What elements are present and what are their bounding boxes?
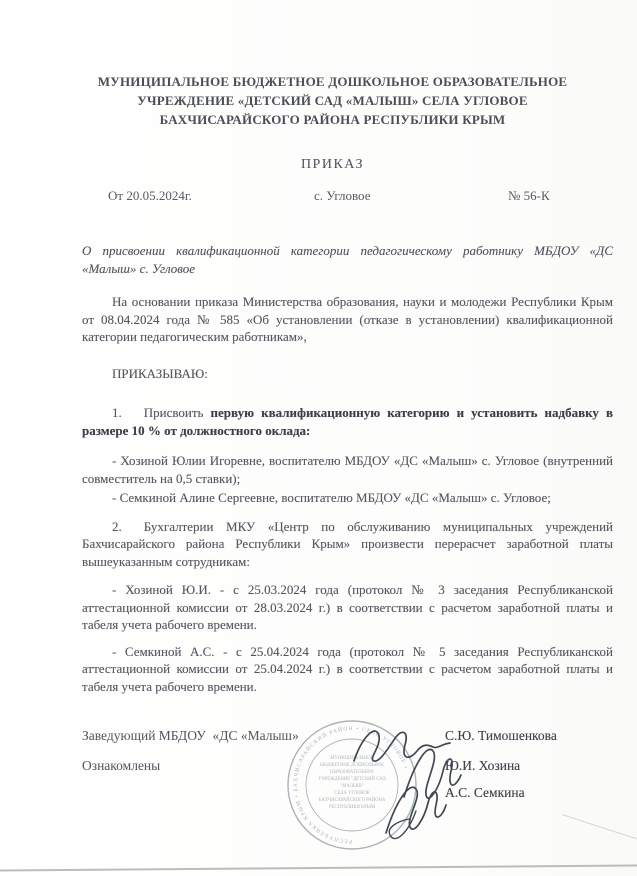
stamp-center-line: СЕЛА УГЛОВОЕ	[334, 791, 370, 796]
signature-name-semkina: А.С. Семкина	[445, 785, 525, 800]
org-name-line: БАХЧИСАРАЙСКОГО РАЙОНА РЕСПУБЛИКИ КРЫМ	[159, 112, 506, 127]
preamble-paragraph: На основании приказа Министерства образования, науки и молодежи Республики Крым от 08.04.2024 года № 585 «Об установлении (отказе в установлении) квалификационной категории педагогическим работникам»,	[82, 294, 613, 344]
stamp-center-line: БАХЧИСАРАЙСКОГО РАЙОНА	[318, 798, 386, 803]
paper-corner-mark	[562, 814, 637, 843]
order-item-1	[82, 404, 613, 439]
order-number: № 56-К	[508, 188, 550, 203]
signature-scribble-semkina-flourish	[389, 811, 416, 839]
item-2-bullet-semkina: - Семкиной А.С. - с 25.04.2024 года (протокол № 5 заседания Республиканской аттестационной комиссии от 25.04.2024 г.) в соответствии с расчетом заработной платы и табеля учета рабочего времени.	[82, 643, 613, 694]
stamp-center-line: РЕСПУБЛИКИ КРЫМ	[328, 805, 376, 810]
item-2-number: 2.	[112, 518, 122, 534]
order-date: От 20.05.2024г.	[108, 188, 192, 203]
meta-row	[82, 188, 613, 206]
item-1-number: 1.	[112, 405, 122, 420]
item-2-text: Бухгалтерии МКУ «Центр по обслуживанию муниципальных учреждений Бахчисарайского района Республики Крым» произвести перерасчет заработной платы вышеуказанным сотрудникам:	[82, 518, 613, 569]
item-1-bullet-semkina: - Семкиной Алине Сергеевне, воспитателю МБДОУ «ДС «Малыш» с. Угловое;	[112, 490, 551, 505]
signature-label: Ознакомлены	[82, 758, 161, 773]
org-name-header	[82, 72, 583, 129]
signature-row-head	[82, 728, 613, 746]
order-place: с. Угловое	[314, 188, 371, 203]
stamp-ring-text: РЕСПУБЛИКА КРЫМ • БАХЧИСАРАЙСКИЙ РАЙОН • СЕЛО УГЛОВОЕ •	[292, 725, 409, 845]
signature-name-khozina: Ю.И. Хозина	[445, 758, 521, 773]
stamp-center-line: УЧРЕЖДЕНИЕ "ДЕТСКИЙ САД	[318, 777, 386, 782]
org-name-line: УЧРЕЖДЕНИЕ «ДЕТСКИЙ САД «МАЛЫШ» СЕЛА УГЛОВОЕ	[137, 93, 528, 108]
stamp-center-line: ОБРАЗОВАТЕЛЬНОЕ	[329, 770, 375, 775]
item-1-bold-text: первую квалификационную категорию и установить надбавку в размере 10 % от должностного оклада:	[82, 405, 613, 438]
stamp-center-line: МУНИЦИПАЛЬНОЕ	[330, 756, 374, 761]
document-type-title: ПРИКАЗ	[300, 157, 365, 172]
signature-row-extra	[82, 785, 613, 803]
order-item-2	[82, 518, 613, 571]
stamp-center-line: БЮДЖЕТНОЕ ДОШКОЛЬНОЕ	[319, 763, 385, 768]
signature-name-timoshenkova: С.Ю. Тимошенкова	[445, 728, 557, 743]
subject-line: О присвоении квалификационной категории педагогическому работнику МБДОУ «ДС «Малыш» с. Угловое	[82, 243, 613, 276]
item-2-bullet-khozina: - Хозиной Ю.И. - с 25.03.2024 года (протокол № 3 заседания Республиканской аттестационной комиссии от 28.03.2024 г.) в соответствии с расчетом заработной платы и табеля учета рабочего времени.	[82, 582, 613, 632]
paper-bottom-edge	[0, 864, 637, 871]
org-name-line: МУНИЦИПАЛЬНОЕ БЮДЖЕТНОЕ ДОШКОЛЬНОЕ ОБРАЗОВАТЕЛЬНОЕ	[97, 74, 568, 89]
signature-label: Заведующий МБДОУ «ДС «Малыш»	[82, 728, 299, 743]
signature-row-acknowledged	[82, 758, 613, 776]
signature-block	[82, 728, 613, 803]
resolve-word: ПРИКАЗЫВАЮ:	[112, 365, 208, 381]
stamp-center-line: "МАЛЫШ"	[340, 784, 364, 789]
item-1-lead: Присвоить	[143, 405, 204, 420]
item-1-bullet-khozina: - Хозиной Юлии Игоревне, воспитателю МБДОУ «ДС «Малыш» с. Угловое (внутренний совместитель на 0,5 ставки);	[82, 453, 613, 486]
